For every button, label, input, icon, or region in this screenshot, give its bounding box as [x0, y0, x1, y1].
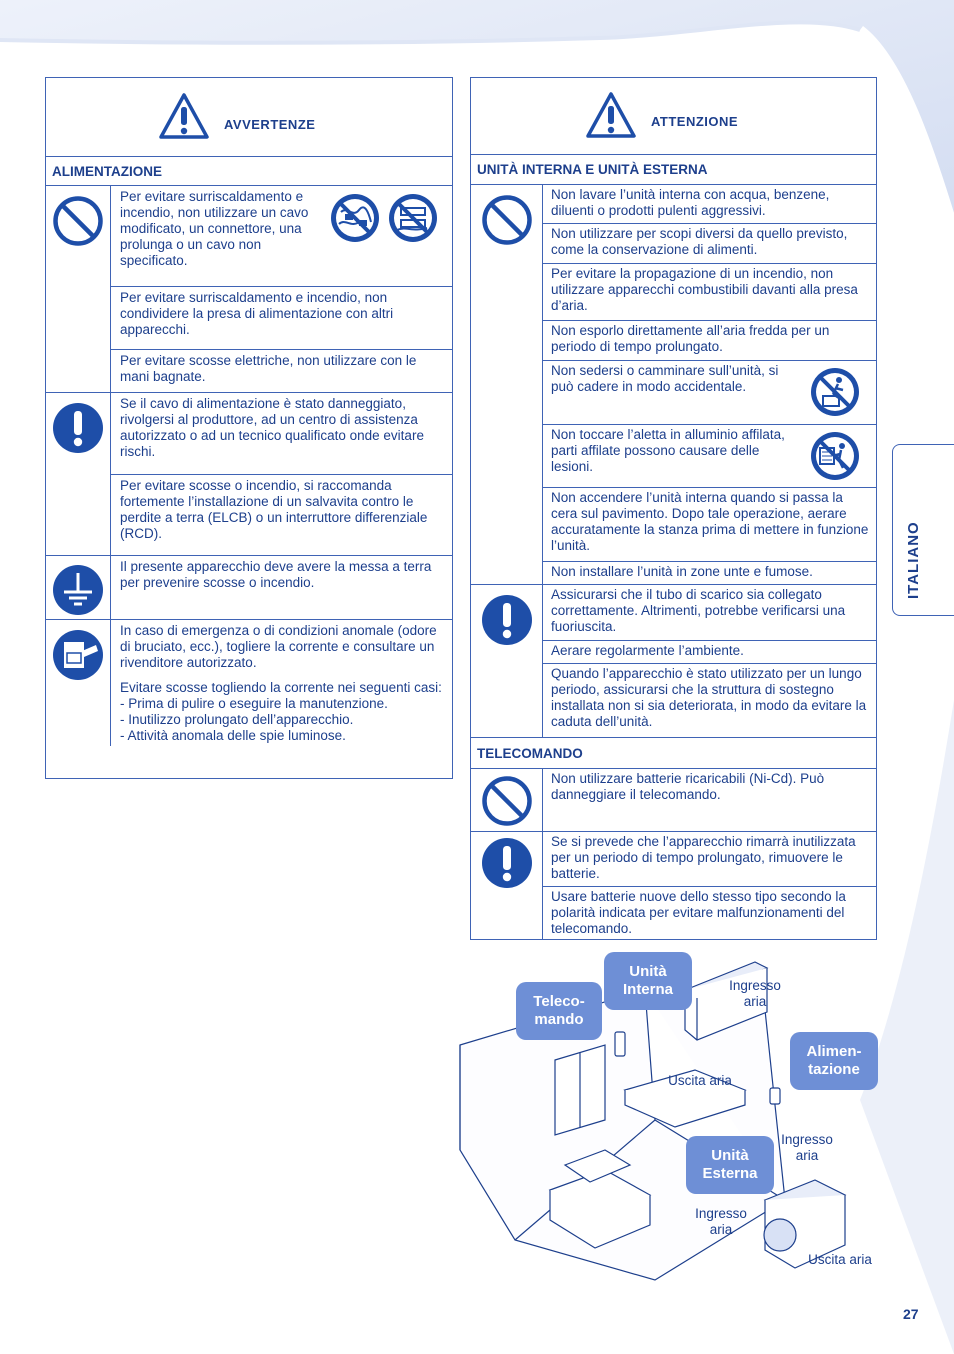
- warning-list-item: - Inutilizzo prolungato dell’apparecchio.: [120, 712, 354, 727]
- callout-unita-interna: Unità Interna: [604, 952, 692, 1010]
- warning-list-item: - Attività anomala delle spie luminose.: [120, 728, 346, 743]
- caution-item: Usare batterie nuove dello stesso tipo secondo la polarità indicata per evitare malfunzionamenti del telecomando.: [551, 889, 846, 936]
- caution-item: Aerare regolarmente l’ambiente.: [543, 641, 876, 664]
- warning-item: Per evitare surriscaldamento e incendio, non condividere la presa di alimentazione con altri apparecchi.: [111, 287, 452, 350]
- callout-unita-esterna: Unità Esterna: [686, 1136, 774, 1194]
- warning-triangle-icon: [158, 92, 210, 140]
- caution-item: Non accendere l’unità interna quando si passa la cera sul pavimento. Dopo tale operazione, aerare accuratamente la stanza prima di mettere in funzione l’unità.: [543, 488, 876, 562]
- warning-item: In caso di emergenza o di condizioni anomale (odore di bruciato, ecc.), togliere la corrente e consultare un rivenditore autorizzato.: [120, 623, 437, 670]
- section-title-unita: UNITÀ INTERNA E UNITÀ ESTERNA: [471, 155, 876, 185]
- caution-item: Per evitare la propagazione di un incendio, non utilizzare apparecchi combustibili davanti alla presa d’aria.: [543, 264, 876, 321]
- language-tab: [892, 444, 954, 616]
- warning-group-prohibited: [46, 186, 452, 393]
- caution-item: Non lavare l’unità interna con acqua, benzene, diluenti o prodotti pulenti aggressivi.: [543, 185, 876, 224]
- caution-item: Se si prevede che l’apparecchio rimarrà inutilizzata per un periodo di tempo prolungato, rimuovere le batterie.: [543, 832, 876, 887]
- warning-group-ground: [46, 556, 452, 620]
- caution-item: Non toccare l’aletta in alluminio affilata, parti affilate possono causare delle lesioni.: [543, 425, 876, 488]
- mandatory-exclamation-icon: [481, 594, 533, 646]
- no-extension-cord-icon: [387, 192, 439, 244]
- mandatory-exclamation-icon: [52, 402, 104, 454]
- warning-item: Il presente apparecchio deve avere la messa a terra per prevenire scosse o incendio.: [120, 559, 432, 590]
- caution-header: [471, 78, 876, 155]
- label-uscita-aria: Uscita aria: [668, 1073, 732, 1088]
- warning-triangle-icon: [585, 91, 637, 139]
- warning-item: Per evitare scosse elettriche, non utilizzare con le mani bagnate.: [120, 353, 417, 384]
- page-number: 27: [903, 1306, 919, 1322]
- prohibition-icon: [481, 775, 533, 827]
- caution-item: Non sedersi o camminare sull’unità, si può cadere in modo accidentale.: [543, 361, 876, 425]
- warning-item: Per evitare scosse o incendio, si raccomanda fortemente l’installazione di un salvavita contro le perdite a terra (ELCB) o un interruttore differenziale (RCD).: [120, 478, 428, 541]
- label-uscita-aria: Uscita aria: [808, 1252, 872, 1267]
- mandatory-exclamation-icon: [481, 837, 533, 889]
- caution-item: Non utilizzare batterie ricaricabili (Ni-Cd). Può danneggiare il telecomando.: [551, 771, 825, 802]
- prohibition-icon: [481, 194, 533, 246]
- warning-list-item: - Prima di pulire o eseguire la manutenzione.: [120, 696, 388, 711]
- warning-item: Per evitare surriscaldamento e incendio, non utilizzare un cavo modificato, un connettore, una prolunga o un cavo non specificato.: [111, 186, 452, 287]
- caution-item: Non installare l’unità in zone unte e fumose.: [551, 564, 813, 579]
- caution-item: Quando l’apparecchio è stato utilizzato per un lungo periodo, assicurarsi che la struttura di sostegno installata non si sia deteriorata, in modo da evitare la caduta dell’unità.: [551, 666, 867, 729]
- label-ingresso-aria: Ingresso aria: [695, 1206, 747, 1237]
- language-tab-label: ITALIANO: [905, 521, 922, 599]
- callout-alimentazione: Alimen- tazione: [790, 1032, 878, 1090]
- warnings-panel: [45, 77, 453, 779]
- caution-title: ATTENZIONE: [651, 114, 739, 129]
- no-modified-cord-icon: [329, 192, 381, 244]
- no-standing-icon: [809, 366, 861, 418]
- callout-telecomando: Teleco- mando: [516, 982, 602, 1040]
- section-title-alimentazione: ALIMENTAZIONE: [46, 157, 452, 186]
- warning-group-unplug: [46, 620, 452, 746]
- label-ingresso-aria: Ingresso aria: [729, 978, 781, 1009]
- unplug-switch-icon: [52, 629, 104, 681]
- caution-panel: [470, 77, 877, 940]
- warnings-header: [46, 78, 452, 157]
- caution-item: Non esporlo direttamente all’aria fredda per un periodo di tempo prolungato.: [543, 321, 876, 361]
- no-touch-fins-icon: [809, 430, 861, 482]
- ground-earth-icon: [52, 564, 104, 616]
- label-ingresso-aria: Ingresso aria: [781, 1132, 833, 1163]
- caution-group-prohibited: [471, 185, 876, 585]
- section-title-telecomando: TELECOMANDO: [471, 738, 876, 769]
- caution-item: Non utilizzare per scopi diversi da quello previsto, come la conservazione di alimenti.: [543, 224, 876, 264]
- warning-group-mandatory: [46, 393, 452, 556]
- prohibition-icon: [52, 195, 104, 247]
- caution-group-remote-mandatory: [471, 832, 876, 940]
- caution-item: Assicurarsi che il tubo di scarico sia collegato correttamente. Altrimenti, potrebbe verificarsi una fuoriuscita.: [543, 585, 876, 641]
- warnings-title: AVVERTENZE: [224, 117, 316, 132]
- caution-group-remote-prohibited: [471, 769, 876, 832]
- warning-item: Se il cavo di alimentazione è stato danneggiato, rivolgersi al produttore, ad un centro di assistenza autorizzato o ad un tecnico qualificato onde evitare rischi.: [111, 393, 452, 475]
- caution-group-mandatory: [471, 585, 876, 738]
- warning-item: Evitare scosse togliendo la corrente nei seguenti casi:: [120, 680, 442, 695]
